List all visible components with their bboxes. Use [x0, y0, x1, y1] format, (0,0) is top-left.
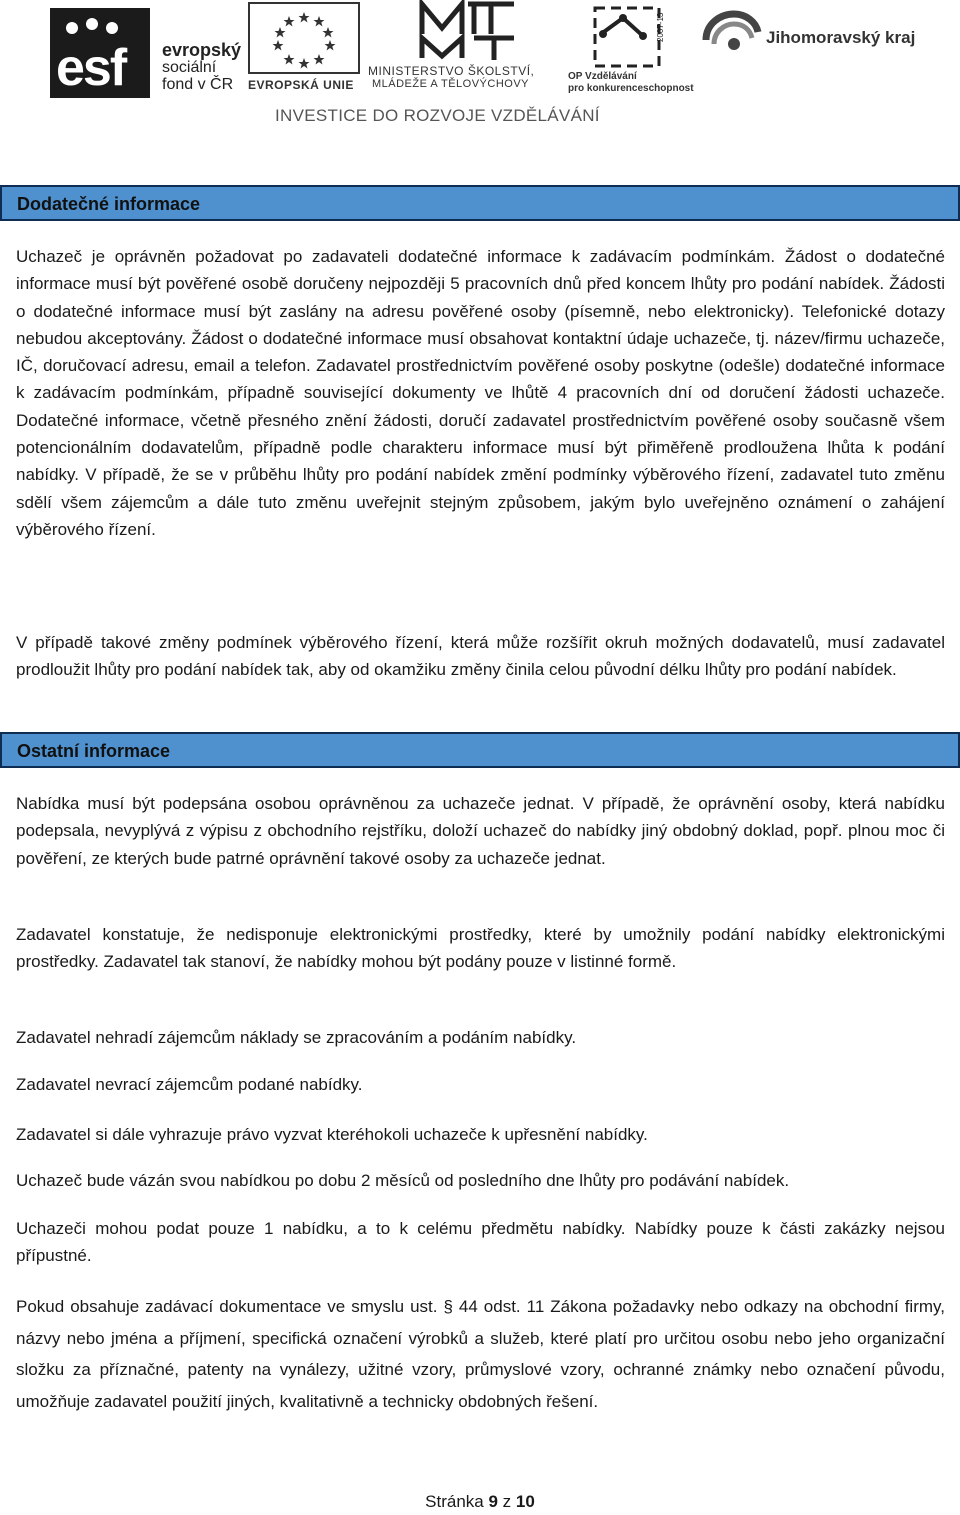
eu-flag-icon — [248, 2, 360, 74]
page-footer — [0, 1492, 960, 1512]
investice-slogan: INVESTICE DO ROZVOJE VZDĚLÁVÁNÍ — [275, 106, 600, 125]
paragraph-other-7: Uchazeči mohou podat pouze 1 nabídku, a to k celému předmětu nabídky. Nabídky pouze k části zakázky nejsou přípustné. — [16, 1219, 945, 1266]
paragraph-other-6: Uchazeč bude vázán svou nabídkou po dobu 2 měsíců od posledního dne lhůty pro podávání nabídek. — [16, 1171, 790, 1190]
msmt-logo — [368, 0, 563, 92]
section-heading-other: Ostatní informace — [0, 732, 960, 768]
footer-page-total: 10 — [515, 1492, 535, 1511]
op-line2: pro konkurenceschopnost — [568, 83, 694, 94]
jmk-logo — [700, 10, 930, 60]
op-line1: OP Vzdělávání — [568, 71, 637, 82]
esf-line1: evropský — [162, 40, 242, 60]
op-logo — [568, 4, 693, 94]
esf-logo — [50, 8, 255, 98]
esf-text — [162, 42, 241, 93]
section-heading-additional: Dodatečné informace — [0, 185, 960, 221]
paragraph-additional-2: V případě takové změny podmínek výběrového řízení, která může rozšířit okruh možných dodavatelů, musí zadavatel prodloužit lhůty pro podání nabídek tak, aby od okamžiku změny činila celou původní délku lhůty pro podání nabídek. — [16, 633, 945, 680]
jmk-label: Jihomoravský kraj — [766, 28, 916, 47]
paragraph-additional-1: Uchazeč je oprávněn požadovat po zadavateli dodatečné informace k zadávacím podmínkám. Žádost o dodatečné informace musí být pověřené osobě doručeny nejpozději 5 pracovních dnů před koncem lhůty pro podání nabídek. Žádosti o dodatečné informace musí být zaslány na adresu pověřené osoby (písemně, nebo elektronicky). Telefonické dotazy nebudou akceptovány. Žádost o dodatečné informace musí obsahovat kontaktní údaje uchazeče, tj. název/firmu uchazeče, IČ, doručovací adresu, email a telefon. Zadavatel prostřednictvím pověřené osoby poskytne (odešle) dodatečné informace k zadávacím podmínkám, případně související dokumenty ve lhůtě 4 pracovních dní od doručení žádosti uchazeče. Dodatečné informace, včetně přesného znění žádosti, doručí zadavatel prostřednictvím pověřené osoby současně všem potencionálním dodavatelům, případně podle charakteru informace musí být přiměřeně prodloužena lhůta k podání nabídky. V případě, že se v průběhu lhůty pro podání nabídek změní podmínky výběrového řízení, zadavatel tuto změnu sdělí všem zájemcům a dále tuto změnu uveřejnit stejným způsobem, jakým bylo uveřejněno oznámení o zahájení výběrového řízení. — [16, 247, 945, 539]
header-logos — [0, 0, 960, 135]
footer-prefix: Stránka — [425, 1492, 489, 1511]
svg-text:2007-13: 2007-13 — [656, 12, 665, 42]
msmt-line1: MINISTERSTVO ŠKOLSTVÍ, — [368, 64, 535, 78]
op-emblem-icon — [593, 4, 668, 68]
footer-page-number: 9 — [488, 1492, 498, 1511]
msmt-line2: MLÁDEŽE A TĚLOVÝCHOVY — [372, 78, 530, 90]
op-text — [568, 71, 694, 95]
msmt-monogram-icon — [418, 0, 518, 62]
eu-label: EVROPSKÁ UNIE — [248, 78, 354, 92]
esf-line2: sociální — [162, 59, 217, 76]
paragraph-other-4: Zadavatel nevrací zájemcům podané nabídky. — [16, 1075, 363, 1094]
paragraph-other-8: Pokud obsahuje zadávací dokumentace ve smyslu ust. § 44 odst. 11 Zákona požadavky nebo odkazy na obchodní firmy, názvy nebo jména a příjmení, specifická označení výrobků a služeb, které platí pro určitou osobu nebo jeho organizační složku za příznačné, patenty na vynálezy, užitné vzory, průmyslové vzory, ochranné známky nebo označení původu, umožňuje zadavatel použití jiných, kvalitativně a technicky obdobných řešení. — [16, 1297, 945, 1411]
paragraph-other-1: Nabídka musí být podepsána osobou oprávněnou za uchazeče jednat. V případě, že oprávnění osoby, která nabídku podepsala, nevyplývá z výpisu z obchodního rejstříku, doloží uchazeč do nabídky jiný obdobný doklad, popř. plnou moc či pověření, ze kterých bude patrné oprávnění takové osoby za uchazeče jednat. — [16, 794, 945, 868]
paragraph-other-5: Zadavatel si dále vyhrazuje právo vyzvat kteréhokoli uchazeče k upřesnění nabídky. — [16, 1125, 648, 1144]
eu-logo — [248, 2, 360, 92]
paragraph-other-2: Zadavatel konstatuje, že nedisponuje elektronickými prostředky, které by umožnily podání nabídky elektronickými prostředky. Zadavatel tak stanoví, že nabídky mohou být podány pouze v listinné formě. — [16, 925, 945, 972]
paragraph-other-3: Zadavatel nehradí zájemcům náklady se zpracováním a podáním nabídky. — [16, 1028, 577, 1047]
jmk-emblem-icon — [700, 10, 762, 58]
esf-mark: esf — [50, 8, 150, 98]
footer-separator: z — [497, 1492, 516, 1511]
esf-line3: fond v ČR — [162, 76, 234, 93]
